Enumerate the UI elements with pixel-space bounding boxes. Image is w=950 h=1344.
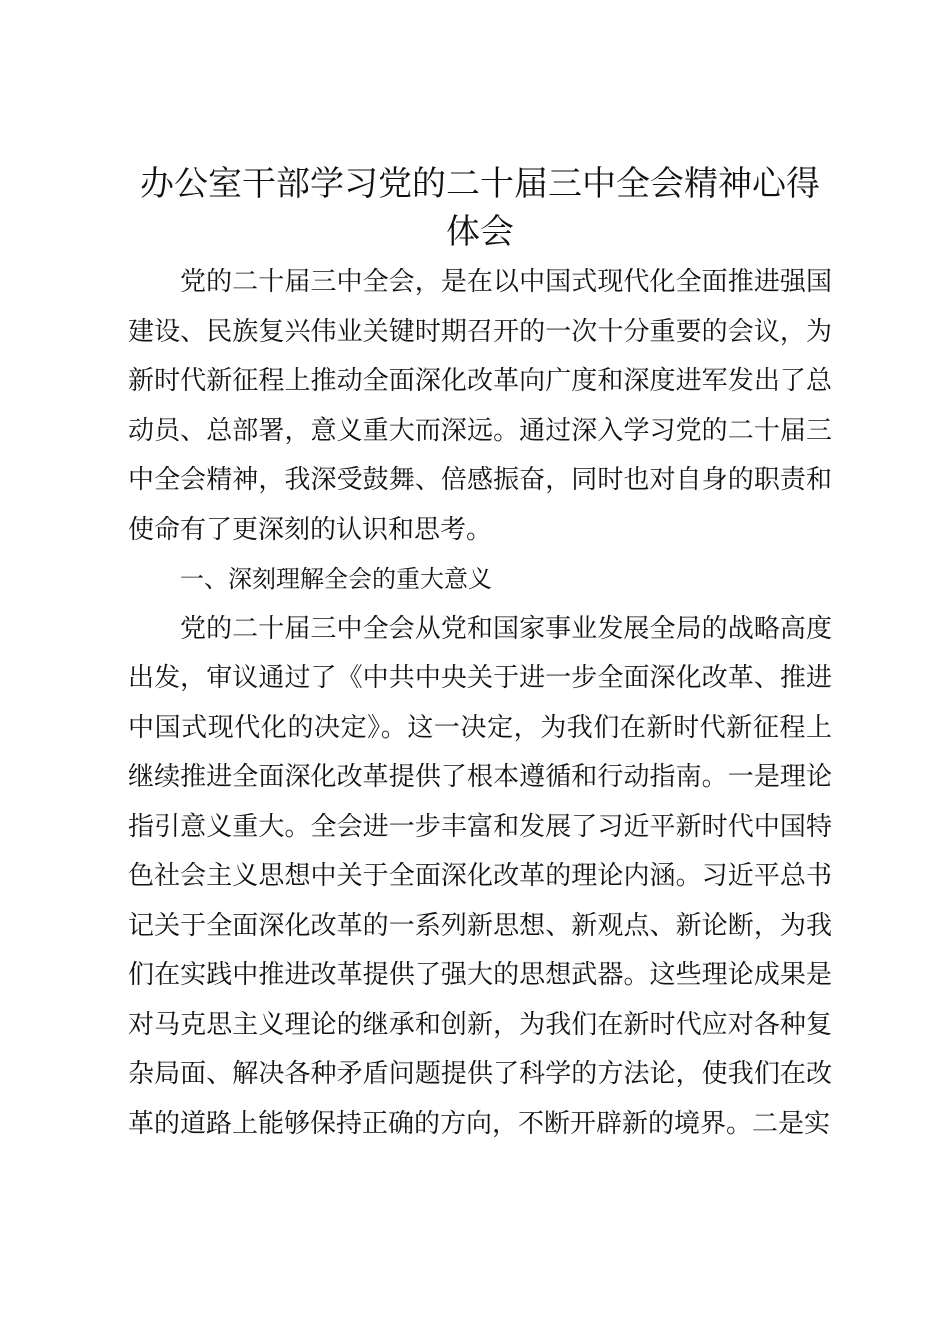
intro-paragraph: 党的二十届三中全会，是在以中国式现代化全面推进强国建设、民族复兴伟业关键时期召开的一次十分重要的会议，为新时代新征程上推动全面深化改革向广度和深度进军发出了总动员、总部署，意义重大而深远。通过深入学习党的二十届三中全会精神，我深受鼓舞、倍感振奋，同时也对自身的职责和使命有了更深刻的认识和思考。 bbox=[128, 267, 832, 545]
document-page bbox=[128, 160, 832, 1149]
document-title: 办公室干部学习党的二十届三中全会精神心得体会 bbox=[140, 164, 820, 252]
section-heading: 一、深刻理解全会的重大意义 bbox=[180, 565, 492, 593]
section-paragraph: 党的二十届三中全会从党和国家事业发展全局的战略高度出发，审议通过了《中共中央关于进一步全面深化改革、推进中国式现代化的决定》。这一决定，为我们在新时代新征程上继续推进全面深化改革提供了根本遵循和行动指南。一是理论指引意义重大。全会进一步丰富和发展了习近平新时代中国特色社会主义思想中关于全面深化改革的理论内涵。习近平总书记关于全面深化改革的一系列新思想、新观点、新论断，为我们在实践中推进改革提供了强大的思想武器。这些理论成果是对马克思主义理论的继承和创新，为我们在新时代应对各种复杂局面、解决各种矛盾问题提供了科学的方法论，使我们在改革的道路上能够保持正确的方向，不断开辟新的境界。二是实 bbox=[128, 613, 832, 1139]
